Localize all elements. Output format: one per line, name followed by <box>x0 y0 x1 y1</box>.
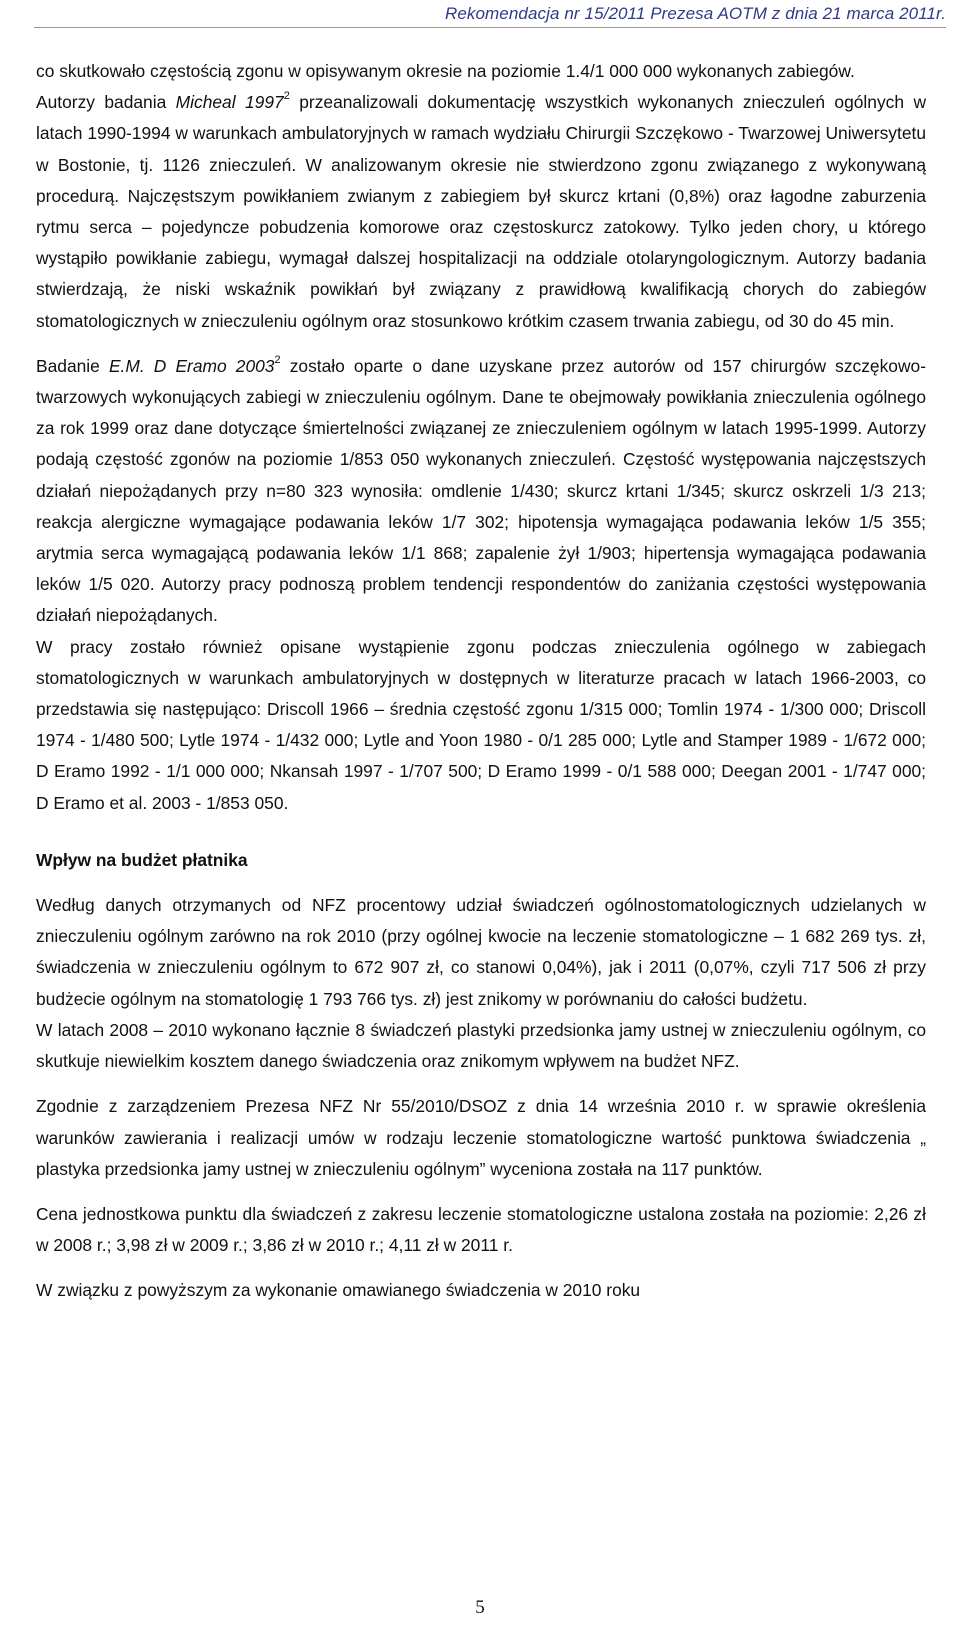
paragraph-nfz-data: Według danych otrzymanych od NFZ procentowy udział świadczeń ogólnostomatologicznych udzielanych w znieczuleniu ogólnym zarówno na rok 2010 (przy ogólnej kwocie na leczenie stomatologiczne – 1 682 269 tys. zł, świadczenia w znieczuleniu ogólnym to 672 907 zł, co stanowi 0,04%), jak i 2011 (0,07%, czyli 717 506 zł przy budżecie ogólnym na stomatologię 1 793 766 tys. zł) jest znikomy w porównaniu do całości budżetu. <box>36 895 926 1009</box>
paragraph-mortality-rate: co skutkowało częstością zgonu w opisywanym okresie na poziomie 1.4/1 000 000 wykonanych zabiegów. <box>36 61 855 81</box>
text-run: przeanalizowali dokumentację wszystkich wykonanych znieczuleń ogólnych w latach 1990-1994 w warunkach ambulatoryjnych w ramach wydziału Chirurgii Szczękowo - Twarzowej Uniwersytetu w Bostonie, tj. 1126 znieczuleń. W analizowanym okresie nie stwierdzono zgonu związanego z wykonywaną procedurą. Najczęstszym powikłaniem zwianym z zabiegiem był skurcz krtani (0,8%) oraz łagodne zaburzenia rytmu serca – pojedyncze pobudzenia komorowe oraz częstoskurcz zatokowy. Tylko jeden chory, u którego wystąpiło powikłanie zabiegu, wymagał dalszej hospitalizacji na oddziale otolaryngologicznym. Autorzy badania stwierdzają, że niski wskaźnik powikłań był związany z prawidłową kwalifikacją chorych do zabiegów stomatologicznych w znieczuleniu ogólnym oraz stosunkowo krótkim czasem trwania zabiegu, od 30 do 45 min. <box>36 92 927 331</box>
header-rule <box>34 27 946 28</box>
paragraph-regulation: Zgodnie z zarządzeniem Prezesa NFZ Nr 55/2010/DSOZ z dnia 14 września 2010 r. w sprawie określenia warunków zawierania i realizacji umów w rodzaju leczenie stomatologiczne wartość punktowa świadczenia „ plastyka przedsionka jamy ustnej w znieczuleniu ogólnym” wyceniona została na 117 punktów. <box>36 1096 926 1179</box>
paragraph-point-price: Cena jednostkowa punktu dla świadczeń z zakresu leczenie stomatologiczne ustalona została na poziomie: 2,26 zł w 2008 r.; 3,98 zł w 2009 r.; 3,86 zł w 2010 r.; 4,11 zł w 2011 r. <box>36 1203 926 1256</box>
paragraph-literature-review: W pracy zostało również opisane wystąpienie zgonu podczas znieczulenia ogólnego w zabiegach stomatologicznych w warunkach ambulatoryjnych w dostępnych w literaturze pracach w latach 1966-2003, co przedstawia się następująco: Driscoll 1966 – średnia częstość zgonu 1/315 000; Tomlin 1974 - 1/300 000; Driscoll 1974 - 1/480 500; Lytle 1974 - 1/432 000; Lytle and Yoon 1980 - 0/1 285 000; Lytle and Stamper 1989 - 1/672 000; D Eramo 1992 - 1/1 000 000; Nkansah 1997 - 1/707 500; D Eramo 1999 - 0/1 588 000; Deegan 2001 - 1/747 000; D Eramo et al. 2003 - 1/853 050. <box>36 636 926 813</box>
text-run: zostało oparte o dane uzyskane przez autorów od 157 chirurgów szczękowo-twarzowych wykonujących zabiegi w znieczuleniu ogólnym. Dane te obejmowały powikłania znieczulenia ogólnego za rok 1999 oraz dane dotyczące śmiertelności związanej ze znieczuleniem ogólnym w latach 1995-1999. Autorzy podają częstość zgonów na poziomie 1/853 050 wykonanych znieczuleń. Częstość występowania najczęstszych działań niepożądanych przy n=80 323 wynosiła: omdlenie 1/430; skurcz krtani 1/345; skurcz oskrzeli 1/3 213; reakcja alergiczne wymagające podawania leków 1/7 302; hipotensja wymagająca podawania leków 1/5 355; arytmia serca wymagającą podawania leków 1/1 868; zapalenie żył 1/903; hipertensja wymagająca podawania leków 1/5 020. Autorzy pracy podnoszą problem tendencji respondentów do zaniżania częstości występowania działań niepożądanych. <box>36 355 926 626</box>
citation-author: D Eramo 2003 <box>153 355 275 376</box>
document-body <box>36 56 926 1307</box>
text-run <box>145 356 154 376</box>
section-heading-budget: Wpływ na budżet płatnika <box>36 849 248 870</box>
paragraph-conclusion: W związku z powyższym za wykonanie omawianego świadczenia w 2010 roku <box>36 1280 641 1301</box>
text-run: Badanie <box>36 355 109 376</box>
paragraph-deramo-study <box>36 351 926 632</box>
reference-marker: 2 <box>274 354 281 367</box>
text-run: Autorzy badania <box>36 92 176 113</box>
page-header: Rekomendacja nr 15/2011 Prezesa AOTM z dnia 21 marca 2011r. <box>444 4 946 23</box>
paragraph-micheal-study <box>36 87 926 337</box>
citation-initials: E.M. <box>108 355 145 376</box>
citation-author: Micheal 1997 <box>175 92 284 113</box>
reference-marker: 2 <box>283 90 290 103</box>
paragraph-procedures-count: W latach 2008 – 2010 wykonano łącznie 8 świadczeń plastyki przedsionka jamy ustnej w znieczuleniu ogólnym, co skutkuje niewielkim kosztem danego świadczenia oraz znikomym wpływem na budżet NFZ. <box>36 1019 926 1072</box>
page-number: 5 <box>475 1597 485 1618</box>
